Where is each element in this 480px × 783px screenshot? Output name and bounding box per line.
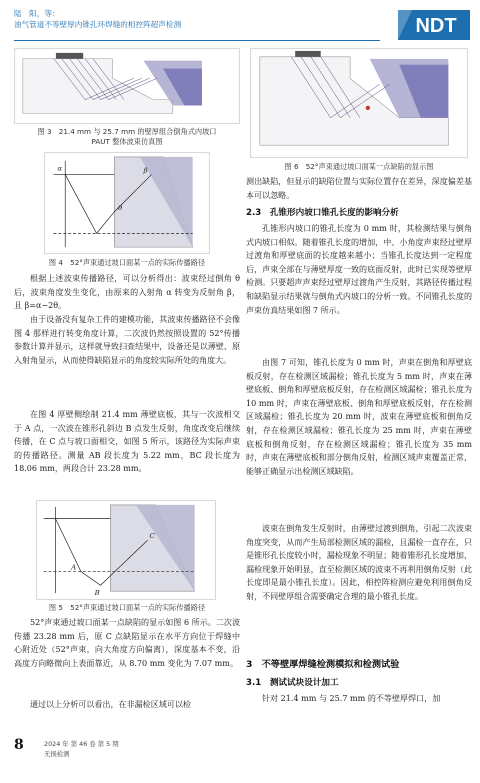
right-paragraph-5: 针对 21.4 mm 与 25.7 mm 的不等壁厚焊口，加 xyxy=(262,694,441,703)
left-paragraph-4: 52°声束通过坡口面某一点缺陷的显示如图 6 所示。二次波传播 23.28 mm 后，原 C 点缺陷显示在水平方向位于焊缝中心附近处（52°声束，向大角度方向偏离），深度基本不变，沿高度方向略微向上表面靠近，从 8.70 mm 变化为 7.07 mm。 xyxy=(14,618,240,668)
running-head-authors: 陆 阳，等： xyxy=(14,9,60,18)
figure-5-caption: 图 5 52°声束通过坡口面某一点的实际传播路径 xyxy=(48,603,206,612)
left-paragraph-5: 通过以上分析可以看出，在非漏检区域可以检 xyxy=(30,700,191,709)
journal-issue: 2024 年 第 46 卷 第 5 期 xyxy=(44,740,119,748)
right-paragraph-1: 测出缺陷，但显示的缺陷位置与实际位置存在差异，深度偏差基本可以忽略。 xyxy=(246,177,472,200)
figure-5-beam-path xyxy=(36,500,216,600)
figure-3-caption xyxy=(14,127,240,147)
fig5-label-b: B xyxy=(94,589,100,598)
section-3-heading: 3 不等壁厚焊缝检测模拟和检测试验 xyxy=(246,659,400,670)
journal-name: 无损检测 xyxy=(44,750,70,758)
journal-info xyxy=(44,739,119,759)
right-paragraph-2: 孔锥形内坡口的锥孔长度为 0 mm 时，其检测结果与倒角式内坡口相似。随着锥孔长度的增加，中、小角度声束经过壁厚过渡角和厚壁底面的长度越来越小；当锥孔长度达到一定程度后，声束全部在与薄壁厚度一致的底面反射，此时已实现等壁厚检测。只要超声声束经过壁厚过渡角产生反射，其路径传播过程和缺陷显示结果就与倒角式内坡口的分析一致。不同锥孔长度的声束仿真结果如图 7 所示。 xyxy=(246,224,472,315)
ndt-logo-text: NDT xyxy=(415,15,457,37)
figure-6-caption: 图 6 52°声束通过坡口面某一点缺陷的显示图 xyxy=(284,162,434,171)
figure-3-caption-line1: 图 3 21.4 mm 与 25.7 mm 的壁厚组合倒角式内坡口 xyxy=(37,127,217,136)
figure-3-caption-line2: PAUT 整体波束仿真图 xyxy=(91,137,163,146)
running-head xyxy=(14,8,181,30)
left-paragraph-1: 根据上述波束传播路径，可以分析得出：波束经过倒角 θ 后，波束角度发生变化，由原来的入射角 α 转变为反射角 β，且 β=α−2θ。 xyxy=(14,274,240,311)
fig4-label-beta: β xyxy=(143,166,148,175)
fig5-label-a: A xyxy=(71,563,77,572)
header-rule xyxy=(14,40,380,41)
fig5-label-c: C xyxy=(149,532,155,541)
section-3-1-heading: 3.1 测试试块设计加工 xyxy=(246,678,339,688)
figure-3-beam-simulation xyxy=(14,48,240,124)
figure-4-caption: 图 4 52°声束通过坡口面某一点的实际传播路径 xyxy=(48,258,206,267)
left-paragraph-2: 由于设备没有复杂工件的建模功能，其波束传播路径不会像图 4 那样进行转变角度计算，二次波仍然按照设置的 52°传播参数计算并显示，这样就导致扫查结果中，设备还是以薄壁、原入射角显示，从而使得缺陷显示的角度较实际所处的角度大。 xyxy=(14,315,240,365)
figure-4-beam-path xyxy=(44,152,210,254)
section-2-3-heading: 2.3 孔锥形内坡口锥孔长度的影响分析 xyxy=(246,208,399,218)
page-footer xyxy=(14,737,234,771)
page-header xyxy=(0,0,480,44)
right-paragraph-3: 由图 7 可知，锥孔长度为 0 mm 时，声束在倒角和厚壁底板反射，存在检测区域漏检；锥孔长度为 5 mm 时，声束在薄壁底板、倒角和厚壁底板反射，存在检测区域漏检；锥孔长度为 10 mm 时，声束在薄壁底板、倒角和厚壁底板反射，存在检测区域漏检；锥孔长度为 20 mm 时，波束在薄壁底板和倒角反射，存在检测区域漏检；锥孔长度为 25 mm 时，声束在薄壁底板和倒角反射，存在检测区域漏检；锥孔长度为 35 mm 时，声束在薄壁底板和部分倒角反射，检测区域声束覆盖正常，能够正确显示出检测区域缺陷。 xyxy=(246,358,472,476)
fig4-label-alpha: α xyxy=(57,164,63,173)
left-paragraph-3: 在图 4 厚壁侧绘制 21.4 mm 薄壁底板，其与一次波相交于 A 点，一次波在锥形孔斜边 B 点发生反射，角度改变后继续传播，在 C 点与坡口面相交，如图 5 所示，该路径为实际声束的传播路径。测量 AB 段长度为 5.22 mm，BC 段长度为 18.06 mm，两段合计 23.28 mm。 xyxy=(14,410,240,474)
fig4-label-theta: θ xyxy=(118,203,123,212)
ndt-logo xyxy=(398,10,470,40)
right-paragraph-4: 波束在倒角发生反射时，由薄壁过渡到倒角，引起二次波束角度突变，从而产生局部检测区域的漏检，且漏检一直存在，只是锥形孔长度较小时，漏检现象不明显；随着锥形孔长度增加，漏检现象开始明显，直至检测区域的波束不再利用倒角反射（此长度即是最小锥孔长度）。因此，相控阵检测应避免利用倒角反射，不同壁厚组合需要确定合理的最小锥孔长度。 xyxy=(246,524,472,601)
page-number: 8 xyxy=(14,737,24,753)
figure-6-defect-display xyxy=(250,48,468,158)
running-head-title: 油气管道不等壁厚内锥孔环焊缝的相控阵超声检测 xyxy=(14,20,182,29)
